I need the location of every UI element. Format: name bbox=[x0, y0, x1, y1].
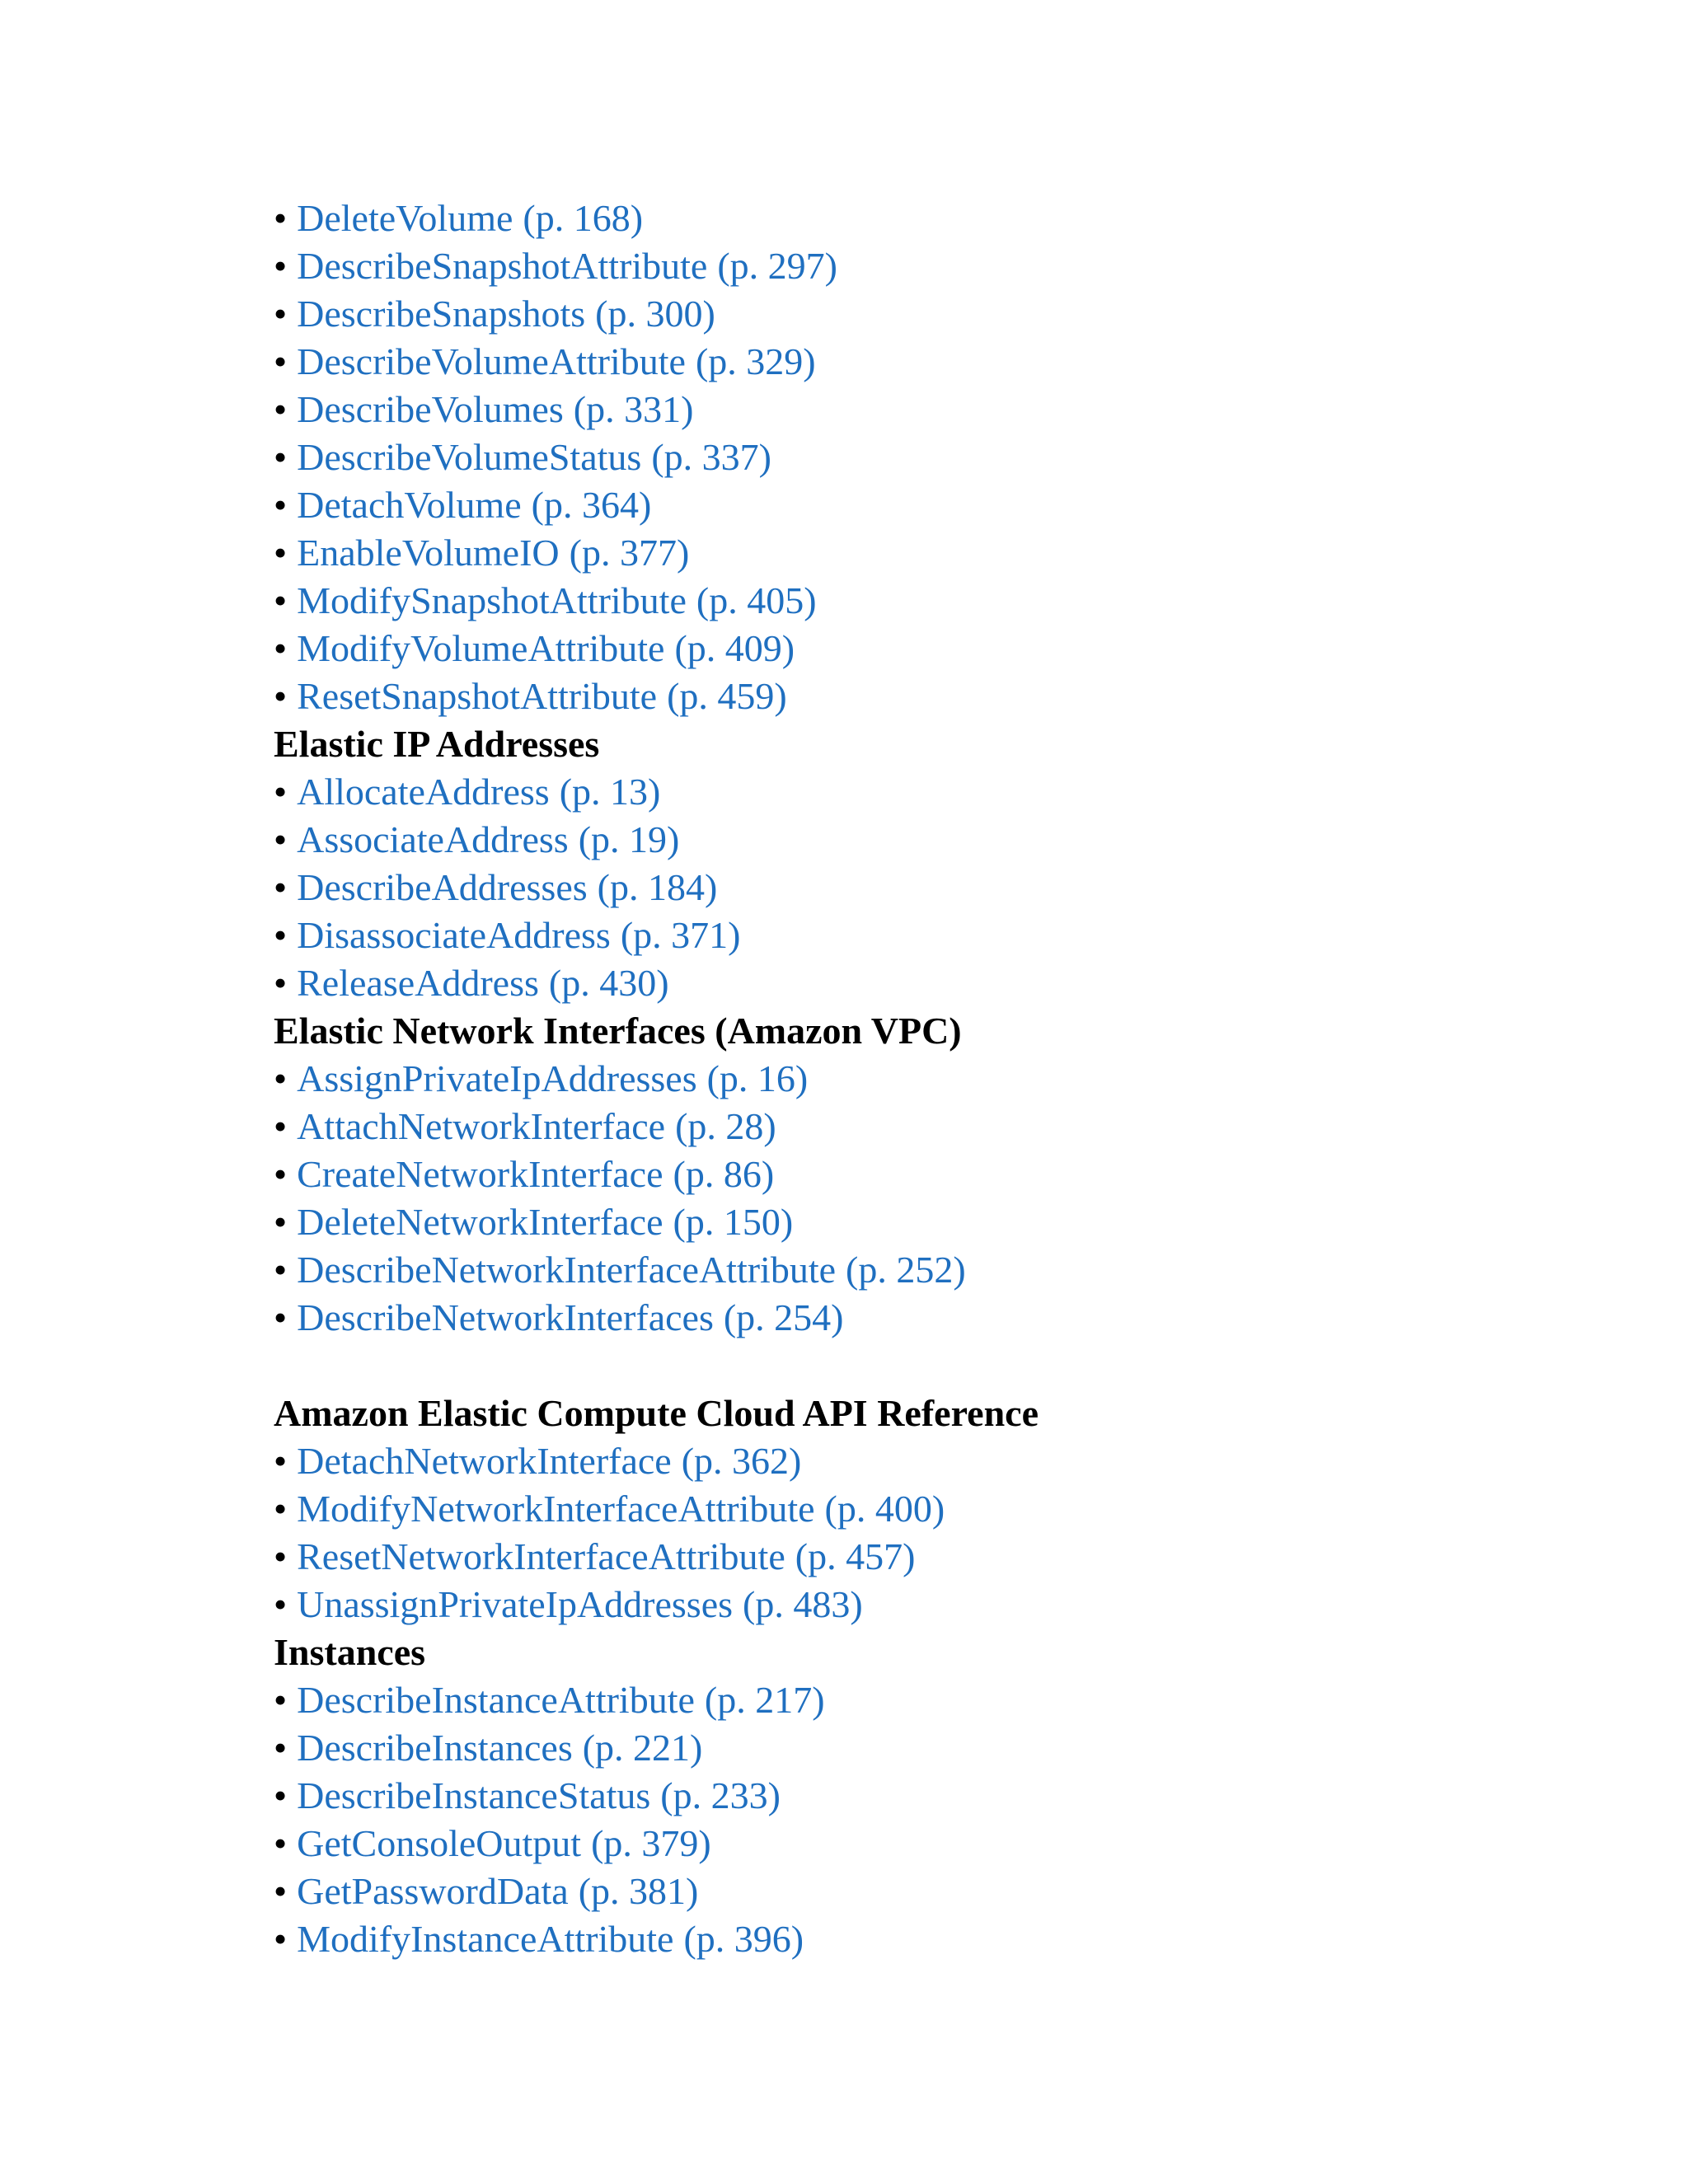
bullet-icon: • bbox=[274, 1679, 288, 1721]
page-reference-link[interactable]: (p. 150) bbox=[673, 1201, 794, 1243]
page-reference-link[interactable]: (p. 459) bbox=[667, 675, 787, 717]
list-item bbox=[274, 1151, 1510, 1198]
page-reference-link[interactable]: (p. 409) bbox=[674, 627, 795, 669]
action-link-create-network-interface[interactable]: CreateNetworkInterface bbox=[297, 1153, 663, 1195]
list-item bbox=[274, 194, 1510, 242]
list-item bbox=[274, 864, 1510, 912]
section-heading-elastic-network-interfaces-amazon-vpc: Elastic Network Interfaces (Amazon VPC) bbox=[274, 1010, 962, 1052]
action-link-describe-snapshot-attribute[interactable]: DescribeSnapshotAttribute bbox=[297, 245, 708, 287]
list-item bbox=[274, 816, 1510, 864]
list-item bbox=[274, 1581, 1510, 1629]
bullet-icon: • bbox=[274, 245, 288, 287]
action-link-modify-instance-attribute[interactable]: ModifyInstanceAttribute bbox=[297, 1918, 674, 1960]
bullet-icon: • bbox=[274, 1535, 288, 1577]
action-link-describe-network-interface-attribute[interactable]: DescribeNetworkInterfaceAttribute bbox=[297, 1249, 837, 1291]
list-item bbox=[274, 1198, 1510, 1246]
bullet-icon: • bbox=[274, 197, 288, 239]
bullet-icon: • bbox=[274, 1727, 288, 1769]
action-link-unassign-private-ip-addresses[interactable]: UnassignPrivateIpAddresses bbox=[297, 1583, 734, 1625]
bullet-icon: • bbox=[274, 340, 288, 382]
page-reference-link[interactable]: (p. 300) bbox=[595, 293, 715, 335]
action-link-reset-snapshot-attribute[interactable]: ResetSnapshotAttribute bbox=[297, 675, 658, 717]
action-link-disassociate-address[interactable]: DisassociateAddress bbox=[297, 914, 611, 956]
page-reference-link[interactable]: (p. 168) bbox=[523, 197, 644, 239]
bullet-icon: • bbox=[274, 1918, 288, 1960]
bullet-icon: • bbox=[274, 1870, 288, 1912]
list-item bbox=[274, 959, 1510, 1007]
list-item bbox=[274, 1915, 1510, 1963]
page-reference-link[interactable]: (p. 362) bbox=[681, 1440, 802, 1482]
page-reference-link[interactable]: (p. 217) bbox=[704, 1679, 825, 1721]
action-link-enable-volume-io[interactable]: EnableVolumeIO bbox=[297, 532, 560, 574]
page-reference-link[interactable]: (p. 19) bbox=[578, 818, 680, 860]
page-reference-link[interactable]: (p. 254) bbox=[723, 1296, 844, 1338]
section-heading-amazon-elastic-compute-cloud-api-reference: Amazon Elastic Compute Cloud API Reference bbox=[274, 1392, 1039, 1434]
list-item bbox=[274, 912, 1510, 959]
action-link-describe-volumes[interactable]: DescribeVolumes bbox=[297, 388, 564, 430]
bullet-icon: • bbox=[274, 388, 288, 430]
list-item bbox=[274, 290, 1510, 338]
action-link-describe-instance-attribute[interactable]: DescribeInstanceAttribute bbox=[297, 1679, 695, 1721]
list-item bbox=[274, 529, 1510, 577]
page-reference-link[interactable]: (p. 233) bbox=[660, 1774, 781, 1816]
list-item bbox=[274, 673, 1510, 720]
list-item bbox=[274, 1724, 1510, 1772]
page-reference-link[interactable]: (p. 400) bbox=[824, 1488, 945, 1530]
action-link-describe-volume-attribute[interactable]: DescribeVolumeAttribute bbox=[297, 340, 686, 382]
page-reference-link[interactable]: (p. 221) bbox=[582, 1727, 703, 1769]
list-item bbox=[274, 1868, 1510, 1915]
action-link-delete-volume[interactable]: DeleteVolume bbox=[297, 197, 513, 239]
bullet-icon: • bbox=[274, 1296, 288, 1338]
section-heading-elastic-ip-addresses: Elastic IP Addresses bbox=[274, 723, 600, 765]
action-link-attach-network-interface[interactable]: AttachNetworkInterface bbox=[297, 1105, 666, 1147]
action-link-describe-addresses[interactable]: DescribeAddresses bbox=[297, 866, 588, 908]
action-link-modify-volume-attribute[interactable]: ModifyVolumeAttribute bbox=[297, 627, 665, 669]
page-reference-link[interactable]: (p. 457) bbox=[795, 1535, 916, 1577]
list-item bbox=[274, 1772, 1510, 1820]
section-heading-instances: Instances bbox=[274, 1631, 426, 1673]
bullet-icon: • bbox=[274, 627, 288, 669]
page-reference-link[interactable]: (p. 377) bbox=[569, 532, 690, 574]
bullet-icon: • bbox=[274, 675, 288, 717]
action-link-detach-network-interface[interactable]: DetachNetworkInterface bbox=[297, 1440, 672, 1482]
list-item bbox=[274, 1533, 1510, 1581]
page-reference-link[interactable]: (p. 405) bbox=[696, 579, 817, 621]
page-reference-link[interactable]: (p. 396) bbox=[683, 1918, 804, 1960]
list-item bbox=[274, 768, 1510, 816]
action-link-detach-volume[interactable]: DetachVolume bbox=[297, 484, 522, 526]
bullet-icon: • bbox=[274, 866, 288, 908]
bullet-icon: • bbox=[274, 1774, 288, 1816]
bullet-icon: • bbox=[274, 484, 288, 526]
page-reference-link[interactable]: (p. 483) bbox=[743, 1583, 863, 1625]
bullet-icon: • bbox=[274, 1249, 288, 1291]
section-spacer bbox=[274, 1342, 1510, 1390]
action-link-describe-instance-status[interactable]: DescribeInstanceStatus bbox=[297, 1774, 651, 1816]
action-link-delete-network-interface[interactable]: DeleteNetworkInterface bbox=[297, 1201, 663, 1243]
action-link-associate-address[interactable]: AssociateAddress bbox=[297, 818, 569, 860]
page-reference-link[interactable]: (p. 430) bbox=[548, 962, 669, 1004]
page-reference-link[interactable]: (p. 184) bbox=[597, 866, 718, 908]
page-reference-link[interactable]: (p. 329) bbox=[695, 340, 816, 382]
page-reference-link[interactable]: (p. 297) bbox=[717, 245, 837, 287]
page-reference-link[interactable]: (p. 364) bbox=[531, 484, 652, 526]
action-link-allocate-address[interactable]: AllocateAddress bbox=[297, 771, 550, 813]
action-link-modify-snapshot-attribute[interactable]: ModifySnapshotAttribute bbox=[297, 579, 687, 621]
bullet-icon: • bbox=[274, 771, 288, 813]
bullet-icon: • bbox=[274, 1201, 288, 1243]
action-link-get-password-data[interactable]: GetPasswordData bbox=[297, 1870, 569, 1912]
action-link-release-address[interactable]: ReleaseAddress bbox=[297, 962, 539, 1004]
bullet-icon: • bbox=[274, 293, 288, 335]
bullet-icon: • bbox=[274, 1488, 288, 1530]
bullet-icon: • bbox=[274, 962, 288, 1004]
list-item bbox=[274, 1294, 1510, 1342]
list-item bbox=[274, 1437, 1510, 1485]
list-item bbox=[274, 1246, 1510, 1294]
page-reference-link[interactable]: (p. 379) bbox=[591, 1822, 711, 1864]
list-item bbox=[274, 1676, 1510, 1724]
list-item bbox=[274, 625, 1510, 673]
bullet-icon: • bbox=[274, 532, 288, 574]
api-action-list bbox=[274, 194, 1510, 1963]
bullet-icon: • bbox=[274, 914, 288, 956]
page-reference-link[interactable]: (p. 86) bbox=[673, 1153, 775, 1195]
list-item bbox=[274, 481, 1510, 529]
action-link-reset-network-interface-attribute[interactable]: ResetNetworkInterfaceAttribute bbox=[297, 1535, 785, 1577]
bullet-icon: • bbox=[274, 1057, 288, 1099]
list-item bbox=[274, 338, 1510, 386]
bullet-icon: • bbox=[274, 1440, 288, 1482]
list-item bbox=[274, 242, 1510, 290]
page-reference-link[interactable]: (p. 28) bbox=[675, 1105, 776, 1147]
bullet-icon: • bbox=[274, 1105, 288, 1147]
action-link-assign-private-ip-addresses[interactable]: AssignPrivateIpAddresses bbox=[297, 1057, 697, 1099]
list-item bbox=[274, 1820, 1510, 1868]
list-item bbox=[274, 434, 1510, 481]
action-link-modify-network-interface-attribute[interactable]: ModifyNetworkInterfaceAttribute bbox=[297, 1488, 815, 1530]
bullet-icon: • bbox=[274, 1153, 288, 1195]
action-link-describe-network-interfaces[interactable]: DescribeNetworkInterfaces bbox=[297, 1296, 714, 1338]
list-item bbox=[274, 577, 1510, 625]
page-reference-link[interactable]: (p. 381) bbox=[578, 1870, 699, 1912]
list-item bbox=[274, 1103, 1510, 1151]
page-reference-link[interactable]: (p. 331) bbox=[573, 388, 694, 430]
page-reference-link[interactable]: (p. 371) bbox=[620, 914, 741, 956]
bullet-icon: • bbox=[274, 818, 288, 860]
action-link-describe-instances[interactable]: DescribeInstances bbox=[297, 1727, 573, 1769]
action-link-get-console-output[interactable]: GetConsoleOutput bbox=[297, 1822, 582, 1864]
action-link-describe-snapshots[interactable]: DescribeSnapshots bbox=[297, 293, 586, 335]
page-reference-link[interactable]: (p. 16) bbox=[706, 1057, 809, 1099]
bullet-icon: • bbox=[274, 1583, 288, 1625]
page-reference-link[interactable]: (p. 252) bbox=[846, 1249, 966, 1291]
list-item bbox=[274, 1055, 1510, 1103]
list-item bbox=[274, 1485, 1510, 1533]
page-reference-link[interactable]: (p. 13) bbox=[559, 771, 661, 813]
bullet-icon: • bbox=[274, 1822, 288, 1864]
action-link-describe-volume-status[interactable]: DescribeVolumeStatus bbox=[297, 436, 642, 478]
list-item bbox=[274, 386, 1510, 434]
page-reference-link[interactable]: (p. 337) bbox=[651, 436, 771, 478]
bullet-icon: • bbox=[274, 579, 288, 621]
bullet-icon: • bbox=[274, 436, 288, 478]
